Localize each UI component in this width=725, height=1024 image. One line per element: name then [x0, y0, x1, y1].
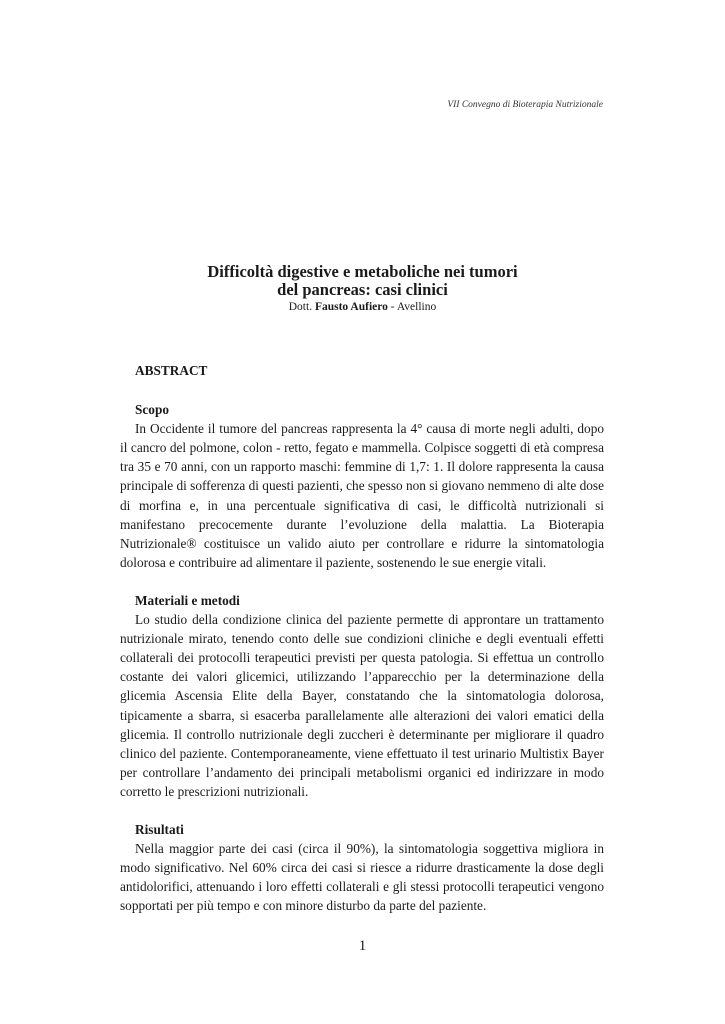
article-title-line-2: del pancreas: casi clinici — [277, 280, 448, 299]
section-heading: Materiali e metodi — [135, 592, 240, 608]
article-title-line-1: Difficoltà digestive e metaboliche nei tumori — [207, 262, 518, 281]
author-affiliation: - Avellino — [390, 301, 437, 313]
author-name: Fausto Aufiero — [314, 301, 388, 313]
section-materiali-e-metodi — [120, 591, 604, 801]
section-body: Nella maggior parte dei casi (circa il 90%), la sintomatologia soggettiva migliora in modo significativo. Nel 60% circa dei casi si riesce a ridurre drasticamente la dose degli antidolorifici, attenuando i loro effetti collaterali e gli stessi protocolli terapeutici vengono sopportati per più tempo e con minore disturbo da parte del paziente. — [120, 841, 604, 914]
abstract-content — [120, 361, 604, 934]
section-body: In Occidente il tumore del pancreas rappresenta la 4° causa di morte negli adulti, dopo il cancro del polmone, colon - retto, fegato e mammella. Colpisce soggetti di età compresa tra 35 e 70 anni, con un rapporto maschi: femmine di 1,7: 1. Il dolore rappresenta la causa principale di sofferenza di questi pazienti, che spesso non si giovano nemmeno di alte dose di morfina e, in una percentuale significativa di casi, le difficoltà nutrizionali si manifestano precocemente durante l’evoluzione della malattia. La Bioterapia Nutrizionale® costituisce un valido aiuto per controllare e ridurre la sintomatologia dolorosa e contribuire ad alimentare il paziente, sostenendo le sue energie vitali. — [120, 421, 604, 570]
section-heading: Risultati — [135, 821, 184, 837]
author-prefix: Dott. — [288, 301, 313, 313]
section-body: Lo studio della condizione clinica del paziente permette di approntare un trattamento nutrizionale mirato, tenendo conto delle sue condizioni cliniche e degli eventuali effetti collaterali dei protocolli terapeutici previsti per questa patologia. Si effettua un controllo costante dei valori glicemici, utilizzando l’apparecchio per la determinazione della glicemia Ascensia Elite della Bayer, constatando che la sintomatologia dolorosa, tipicamente a sbarra, si esacerba parallelamente alle alterazioni dei valori ematici della glicemia. Il controllo nutrizionale degli zuccheri è determinante per migliorare il quadro clinico del paziente. Contemporaneamente, viene effettuato il test urinario Multistix Bayer per controllare l’andamento dei principali metabolismi organici ed indirizzare in modo corretto le prescrizioni nutrizionali. — [120, 612, 604, 799]
running-header: VII Convegno di Bioterapia Nutrizionale — [447, 100, 603, 110]
page-number: 1 — [358, 938, 367, 954]
section-risultati — [120, 820, 604, 915]
author-line — [0, 300, 725, 314]
abstract-heading: ABSTRACT — [135, 363, 208, 378]
section-heading: Scopo — [135, 402, 169, 418]
section-scopo — [120, 400, 604, 572]
title-block — [0, 263, 725, 314]
